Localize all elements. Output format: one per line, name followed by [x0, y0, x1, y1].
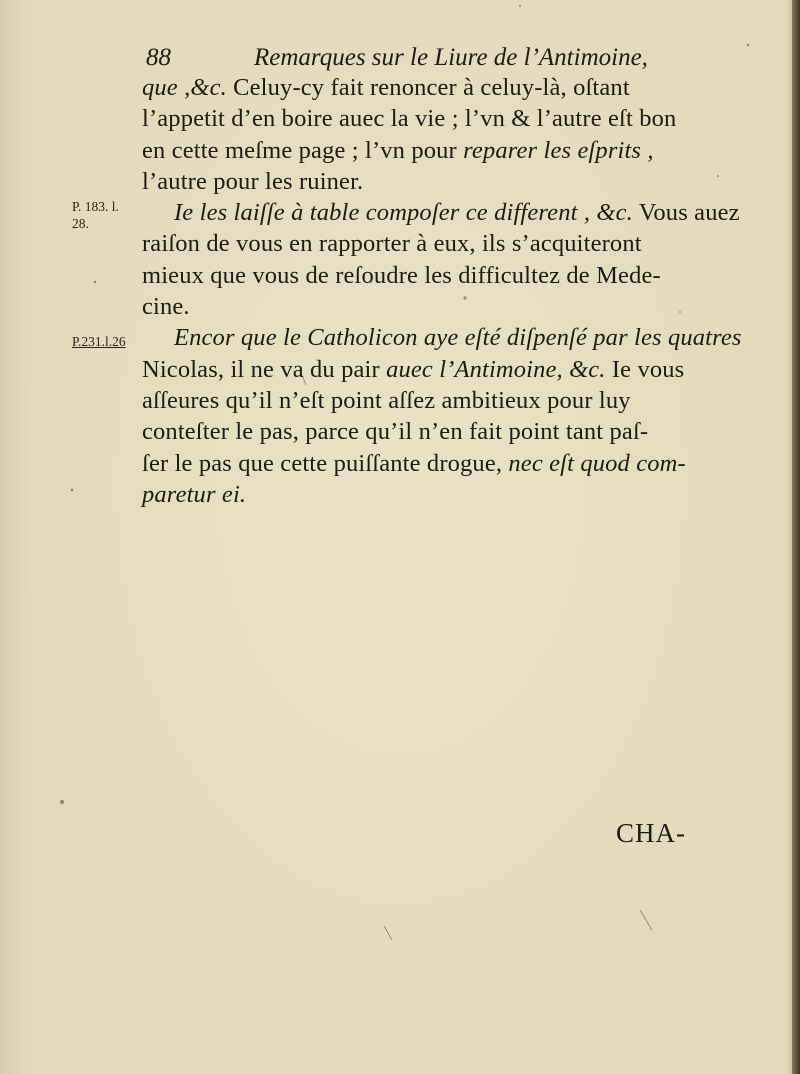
- text-line-13: ſer le pas que cette puiſſante drogue, nec eſt quod com-: [142, 449, 686, 477]
- margin-note-2: [72, 333, 126, 350]
- catchword: CHA-: [616, 818, 686, 848]
- text-line-3: en cette meſme page ; l’vn pour reparer les eſprits ,: [142, 136, 654, 164]
- text-line-11: aſſeures qu’il n’eſt point aſſez ambitieux pour luy: [142, 386, 631, 414]
- page-number: 88: [146, 44, 171, 71]
- text-line-14: paretur ei.: [142, 480, 247, 508]
- page-header: [146, 40, 666, 76]
- text-line-4: l’autre pour les ruiner.: [142, 167, 364, 195]
- text-line-12: conteſter le pas, parce qu’il n’en fait point tant paſ-: [142, 418, 649, 446]
- text-line-1: que ,&c. Celuy-cy fait renoncer à celuy-là, oſtant: [142, 74, 630, 101]
- margin-note-1-line-2: 28.: [72, 216, 89, 231]
- page-edge: [792, 0, 800, 1074]
- margin-note-1-line-1: P. 183. l.: [72, 199, 119, 214]
- body-text: [142, 72, 742, 510]
- text-line-8: cine.: [142, 293, 190, 321]
- text-line-2: l’appetit d’en boire auec la vie ; l’vn & l’autre eſt bon: [142, 105, 677, 133]
- text-line-5: Ie les laiſſe à table compoſer ce different , &c. Vous auez: [174, 199, 740, 227]
- margin-note-2-line-1: P.231.l.26: [72, 334, 126, 349]
- text-line-6: raiſon de vous en rapporter à eux, ils s’acquiteront: [142, 230, 642, 258]
- text-line-10: Nicolas, il ne va du pair auec l’Antimoine, &c. Ie vous: [142, 355, 685, 383]
- margin-note-1: [72, 198, 119, 232]
- text-line-9: Encor que le Catholicon aye eſté diſpenſé par les quatres: [174, 324, 742, 352]
- running-title: Remarques sur le Liure de l’Antimoine,: [254, 44, 648, 71]
- text-line-7: mieux que vous de reſoudre les difficultez de Mede-: [142, 261, 661, 289]
